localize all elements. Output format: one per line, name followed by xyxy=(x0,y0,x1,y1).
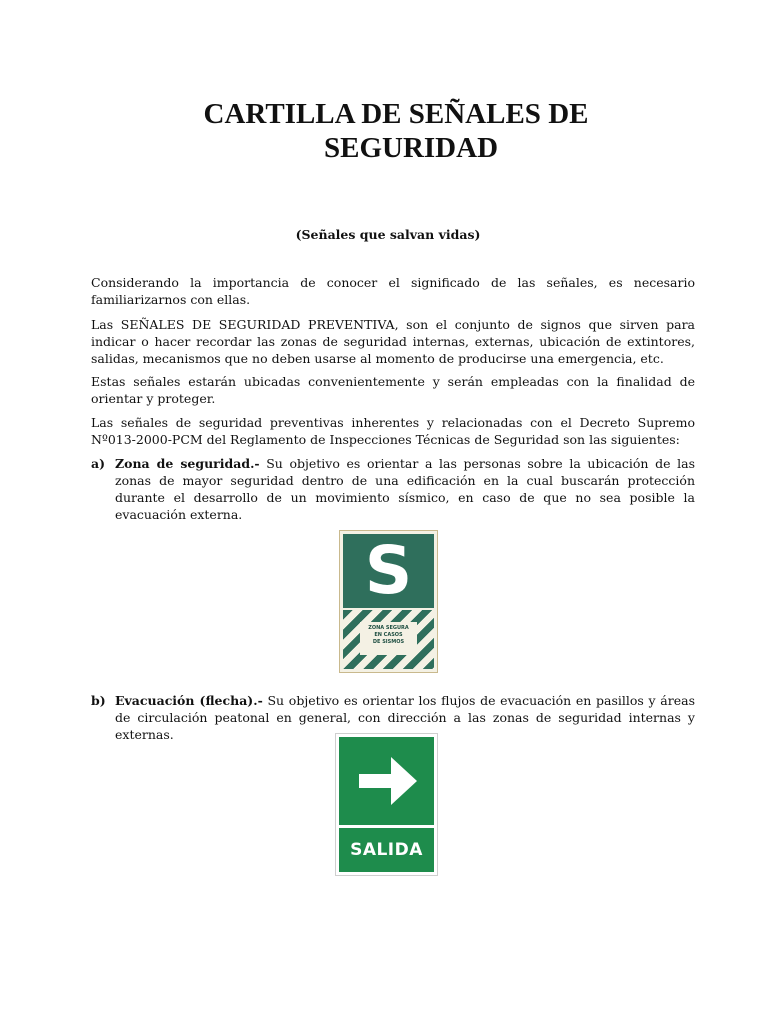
paragraph-definition: Las SEÑALES DE SEGURIDAD PREVENTIVA, son el conjunto de signos que sirven para indicar o hacer recordar las zonas de seguridad internas, externas, ubicación de extintores, salidas, mecanismos que no deben usarse al momento de producirse una emergencia, etc. xyxy=(91,317,695,366)
exit-sign-top xyxy=(339,737,434,825)
safety-zone-label xyxy=(360,622,417,655)
list-item-safety-zone xyxy=(91,455,695,523)
safety-zone-label-line: EN CASOS xyxy=(374,632,403,638)
arrow-right-icon xyxy=(339,737,434,825)
list-item-text: Su objetivo es orientar los flujos de evacuación en pasillos y áreas de circulación peatonal en general, con dirección a las zonas de seguridad internas y externas. xyxy=(115,693,695,742)
exit-sign-label: SALIDA xyxy=(339,828,434,872)
safety-zone-label-line: DE SISMOS xyxy=(372,639,405,645)
safety-zone-letter: S xyxy=(364,532,413,609)
safety-zone-sign-top xyxy=(343,534,434,608)
list-item-body xyxy=(115,455,695,523)
document-title xyxy=(0,97,768,165)
exit-sign xyxy=(335,733,438,876)
safety-zone-label-line: ZONA SEGURA xyxy=(368,625,409,631)
paragraph-intro: Considerando la importancia de conocer el significado de las señales, es necesario familiarizarnos con ellas. xyxy=(91,275,695,307)
title-line-2: SEGURIDAD xyxy=(323,132,499,164)
hazard-stripes xyxy=(343,610,434,669)
title-line-1: CARTILLA DE SEÑALES DE xyxy=(203,98,589,130)
list-marker: b) xyxy=(91,693,106,708)
list-marker: a) xyxy=(91,456,106,471)
paragraph-location: Estas señales estarán ubicadas convenientemente y serán empleadas con la finalidad de orientar y proteger. xyxy=(91,374,695,406)
list-item-text: Su objetivo es orientar a las personas sobre la ubicación de las zonas de mayor seguridad dentro de una edificación en la cual buscarán protección durante el desarrollo de un movimiento sísmico, en caso de que no sea posible la evacuación externa. xyxy=(115,456,695,522)
safety-zone-sign xyxy=(339,530,438,673)
paragraph-decree: Las señales de seguridad preventivas inherentes y relacionadas con el Decreto Supremo Nº013-2000-PCM del Reglamento de Inspecciones Técnicas de Seguridad son las siguientes: xyxy=(91,415,695,447)
arrow-shape xyxy=(359,757,417,805)
document-subtitle: (Señales que salvan vidas) xyxy=(295,227,481,242)
list-item-term: Evacuación (flecha).- xyxy=(115,693,263,708)
list-item-term: Zona de seguridad.- xyxy=(115,456,260,471)
